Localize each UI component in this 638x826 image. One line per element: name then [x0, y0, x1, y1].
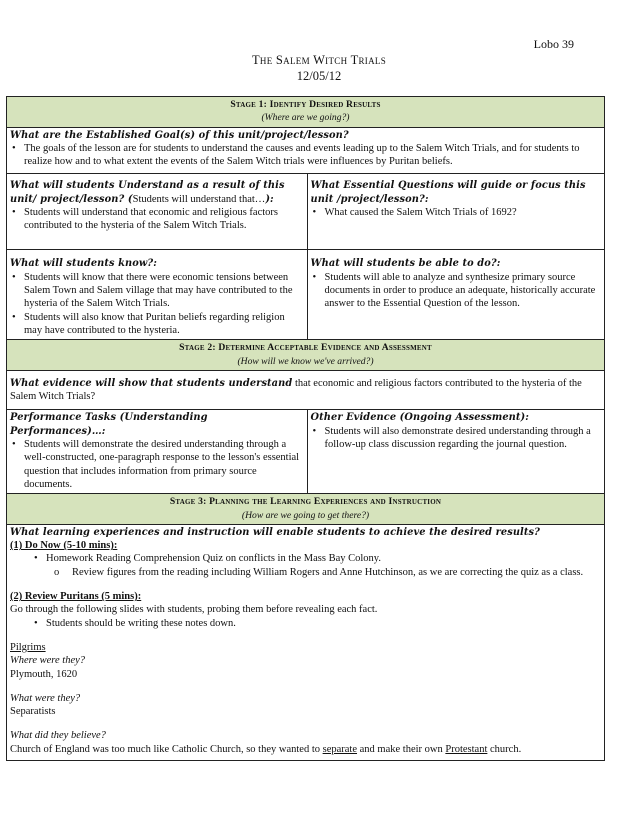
stage2-heading: Stage 2: Determine Acceptable Evidence and Assessment: [179, 342, 432, 354]
learning-question: What learning experiences and instruction will enable students to achieve the desired results?: [10, 526, 540, 538]
know-question: What will students know?:: [10, 258, 157, 270]
question-what: What were they?: [10, 692, 81, 704]
answer-believe-pre: Church of England was too much like Catholic Church, so they wanted to: [10, 743, 323, 755]
document-title: The Salem Witch Trials: [251, 53, 387, 67]
know-cell: [7, 250, 308, 340]
answer-believe: [10, 743, 601, 756]
goals-question: What are the Established Goal(s) of this unit/project/lesson?: [10, 129, 349, 141]
performance-answer: • Students will demonstrate the desired understanding through a well-constructed, one-paragraph response to the lesson's essential question that includes information from primary source documents.: [24, 438, 304, 491]
know-answer-1: • Students will know that there were economic tensions between Salem Town and Salem village that may have contributed to the hysteria of the Salem Witch Trials.: [24, 271, 304, 311]
page-label: Lobo 39: [533, 37, 574, 51]
answer-where: Plymouth, 1620: [10, 668, 78, 680]
essential-answer: • What caused the Salem Witch Trials of 1692?: [325, 206, 602, 219]
goals-answer: • The goals of the lesson are for students to understand the causes and events leading up to the Salem Witch Trials, and for students to realize how and to what extent the events of the Salem Witch trials were influences by Puritan beliefs.: [24, 142, 601, 169]
answer-believe-protestant: Protestant: [445, 743, 488, 755]
able-answer: • Students will able to analyze and synthesize primary source documents in order to produce an adequate, historically accurate answer to the Essential Question of the lesson.: [325, 271, 602, 311]
do-now-subitem: [10, 566, 601, 579]
essential-question: What Essential Questions will guide or focus this unit /project/lesson?:: [310, 180, 586, 205]
evidence-question: What evidence will show that students understand: [10, 377, 293, 389]
other-evidence-question: Other Evidence (Ongoing Assessment):: [310, 412, 529, 424]
review-heading: (2) Review Puritans (5 mins):: [10, 591, 142, 603]
understand-question-label: What will students Understand as a result of this unit/ project/lesson? (: [10, 180, 285, 205]
answer-believe-end: church.: [487, 743, 522, 755]
performance-question: Performance Tasks (Understanding Performances)…:: [10, 412, 208, 437]
review-text: Go through the following slides with students, probing them before revealing each fact.: [10, 604, 378, 616]
able-cell: [307, 250, 605, 340]
other-evidence-answer: • Students will also demonstrate desired understanding through a follow-up class discussion regarding the journal question.: [325, 425, 602, 452]
subitem-marker: o: [54, 566, 60, 578]
question-where: Where were they?: [10, 655, 86, 667]
other-evidence-cell: [307, 410, 605, 494]
answer-believe-separate: separate: [322, 743, 358, 755]
stage3-header: [7, 494, 605, 525]
understand-question: [10, 179, 304, 206]
stage2-header: [7, 340, 605, 371]
stage3-subheading: (How are we going to get there?): [241, 509, 370, 521]
answer-what: Separatists: [10, 706, 56, 718]
able-question: What will students be able to do?:: [310, 258, 501, 270]
lesson-plan-table: [6, 96, 605, 761]
know-answer-2: • Students will also know that Puritan beliefs regarding religion may have contributed to the hysteria.: [24, 311, 304, 338]
essential-cell: [307, 174, 605, 250]
answer-believe-mid: and make their own: [357, 743, 446, 755]
do-now-heading: (1) Do Now (5-10 mins):: [10, 540, 118, 552]
evidence-question-rest: that economic and religious factors contributed to the hysteria of the Salem Witch Trials?: [10, 377, 582, 403]
document-date: 12/05/12: [296, 69, 342, 83]
document-title-block: [0, 52, 638, 84]
stage1-header: [7, 97, 605, 128]
pilgrims-heading: Pilgrims: [10, 641, 46, 653]
understand-answer: • Students will understand that economic and religious factors contributed to the hysteria of the Salem Witch Trials.: [24, 206, 304, 233]
review-bullet: • Students should be writing these notes down.: [46, 617, 601, 630]
goals-cell: [7, 127, 605, 174]
stage2-subheading: (How will we know we've arrived?): [237, 355, 374, 367]
stage1-subheading: (Where are we going?): [261, 112, 350, 124]
stage1-heading: Stage 1: Identify Desired Results: [230, 99, 381, 110]
performance-cell: [7, 410, 308, 494]
evidence-cell: [7, 370, 605, 410]
understand-cell: [7, 174, 308, 250]
stage3-heading: Stage 3: Planning the Learning Experiences and Instruction: [169, 496, 442, 508]
do-now-subitem-text: Review figures from the reading including William Rogers and Anne Hutchinson, as we are correcting the quiz as a class.: [72, 566, 584, 578]
understand-question-plain: Students will understand that…: [132, 193, 266, 205]
understand-question-end: ):: [265, 193, 274, 205]
learning-cell: [7, 524, 605, 760]
question-believe: What did they believe?: [10, 730, 106, 742]
do-now-bullet: • Homework Reading Comprehension Quiz on conflicts in the Mass Bay Colony.: [46, 552, 601, 565]
